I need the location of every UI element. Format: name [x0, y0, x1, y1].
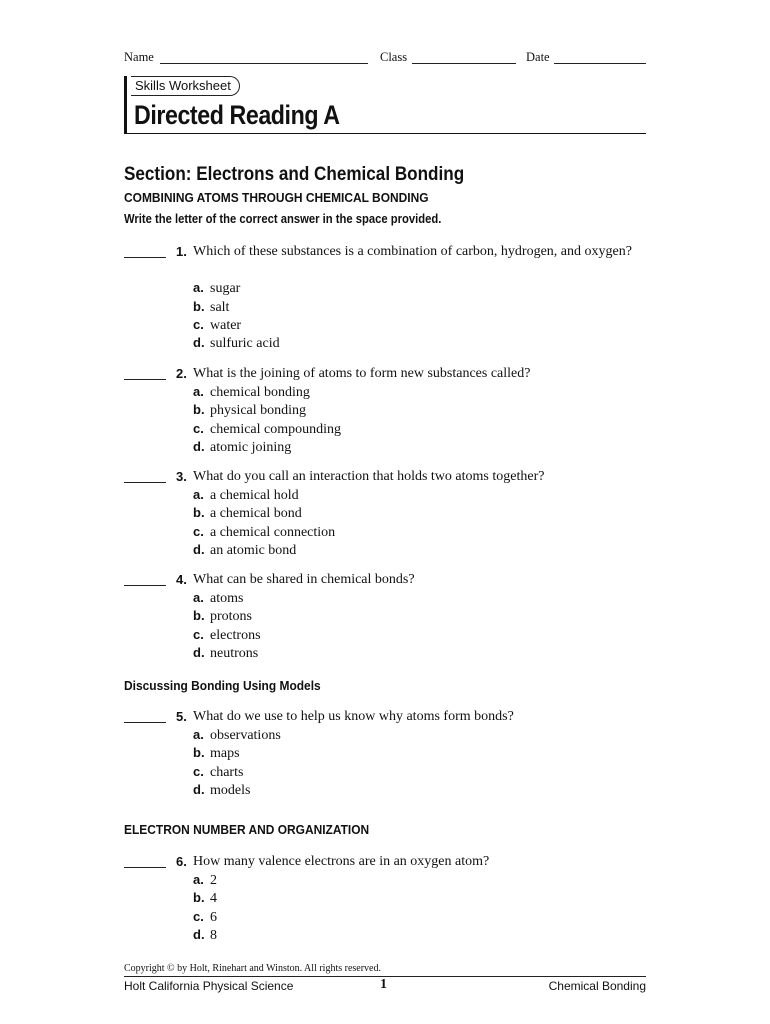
question-2	[124, 365, 646, 457]
option-b: b. a chemical bond	[193, 505, 302, 522]
question-number: 5.	[176, 709, 187, 724]
option-d: d. 8	[193, 926, 217, 943]
option-d: d. atomic joining	[193, 438, 292, 455]
footer-book-title: Holt California Physical Science	[124, 979, 294, 993]
question-3	[124, 468, 646, 560]
answer-blank[interactable]	[124, 482, 166, 483]
header-fields	[124, 50, 646, 66]
option-c: c. chemical compounding	[193, 420, 342, 437]
answer-blank[interactable]	[124, 257, 166, 258]
name-field-line[interactable]	[160, 63, 368, 64]
question-text: How many valence electrons are in an oxygen atom?	[193, 854, 490, 869]
answer-blank[interactable]	[124, 867, 166, 868]
option-c: c. charts	[193, 763, 244, 780]
option-a: a. chemical bonding	[193, 384, 310, 401]
option-a: a. atoms	[193, 590, 244, 607]
footer-chapter: Chemical Bonding	[548, 979, 646, 993]
option-c: c. water	[193, 316, 242, 333]
date-field-line[interactable]	[554, 63, 646, 64]
answer-blank[interactable]	[124, 722, 166, 723]
class-label: Class	[380, 50, 408, 64]
option-d: d. an atomic bond	[193, 541, 297, 558]
question-1	[124, 243, 646, 353]
options-list	[193, 871, 217, 944]
option-c: c. 6	[193, 908, 217, 925]
section-title: Section: Electrons and Chemical Bonding	[124, 164, 465, 185]
options-list	[193, 279, 280, 352]
subheading-combining-atoms: COMBINING ATOMS THROUGH CHEMICAL BONDING	[124, 190, 429, 205]
option-a: a. sugar	[193, 280, 241, 297]
options-list	[193, 589, 261, 662]
answer-blank[interactable]	[124, 585, 166, 586]
option-c: c. electrons	[193, 626, 261, 643]
question-text: What do we use to help us know why atoms form bonds?	[193, 709, 514, 724]
question-text: What do you call an interaction that holds two atoms together?	[193, 469, 545, 484]
question-number: 1.	[176, 244, 187, 259]
title-bar-accent	[124, 76, 127, 134]
option-b: b. protons	[193, 608, 252, 625]
option-b: b. 4	[193, 890, 217, 907]
option-a: a. a chemical hold	[193, 487, 299, 504]
date-label: Date	[526, 50, 550, 64]
name-label: Name	[124, 50, 154, 64]
option-a: a. 2	[193, 872, 217, 889]
answer-blank[interactable]	[124, 379, 166, 380]
option-d: d. models	[193, 781, 251, 798]
option-b: b. salt	[193, 298, 230, 315]
options-list	[193, 486, 335, 559]
subheading-electron-number: ELECTRON NUMBER AND ORGANIZATION	[124, 822, 370, 837]
question-text: What can be shared in chemical bonds?	[193, 572, 415, 587]
question-5	[124, 708, 646, 800]
question-number: 3.	[176, 469, 187, 484]
option-d: d. neutrons	[193, 644, 259, 661]
question-4	[124, 571, 646, 663]
option-b: b. physical bonding	[193, 402, 307, 419]
option-d: d. sulfuric acid	[193, 334, 280, 351]
question-text: Which of these substances is a combination of carbon, hydrogen, and oxygen?	[193, 244, 632, 259]
option-a: a. observations	[193, 727, 281, 744]
page-number: 1	[380, 977, 387, 992]
options-list	[193, 726, 281, 799]
page-title: Directed Reading A	[134, 100, 340, 130]
option-b: b. maps	[193, 745, 240, 762]
question-text: What is the joining of atoms to form new substances called?	[193, 366, 531, 381]
question-number: 6.	[176, 854, 187, 869]
subheading-discussing-bonding: Discussing Bonding Using Models	[124, 678, 321, 693]
title-divider	[124, 133, 646, 134]
question-number: 4.	[176, 572, 187, 587]
copyright-notice: Copyright © by Holt, Rinehart and Winston. All rights reserved.	[124, 963, 381, 974]
option-c: c. a chemical connection	[193, 523, 336, 540]
instructions: Write the letter of the correct answer in the space provided.	[124, 212, 442, 226]
worksheet-tag: Skills Worksheet	[131, 76, 240, 96]
question-6	[124, 853, 646, 945]
class-field-line[interactable]	[412, 63, 516, 64]
options-list	[193, 383, 341, 456]
question-number: 2.	[176, 366, 187, 381]
